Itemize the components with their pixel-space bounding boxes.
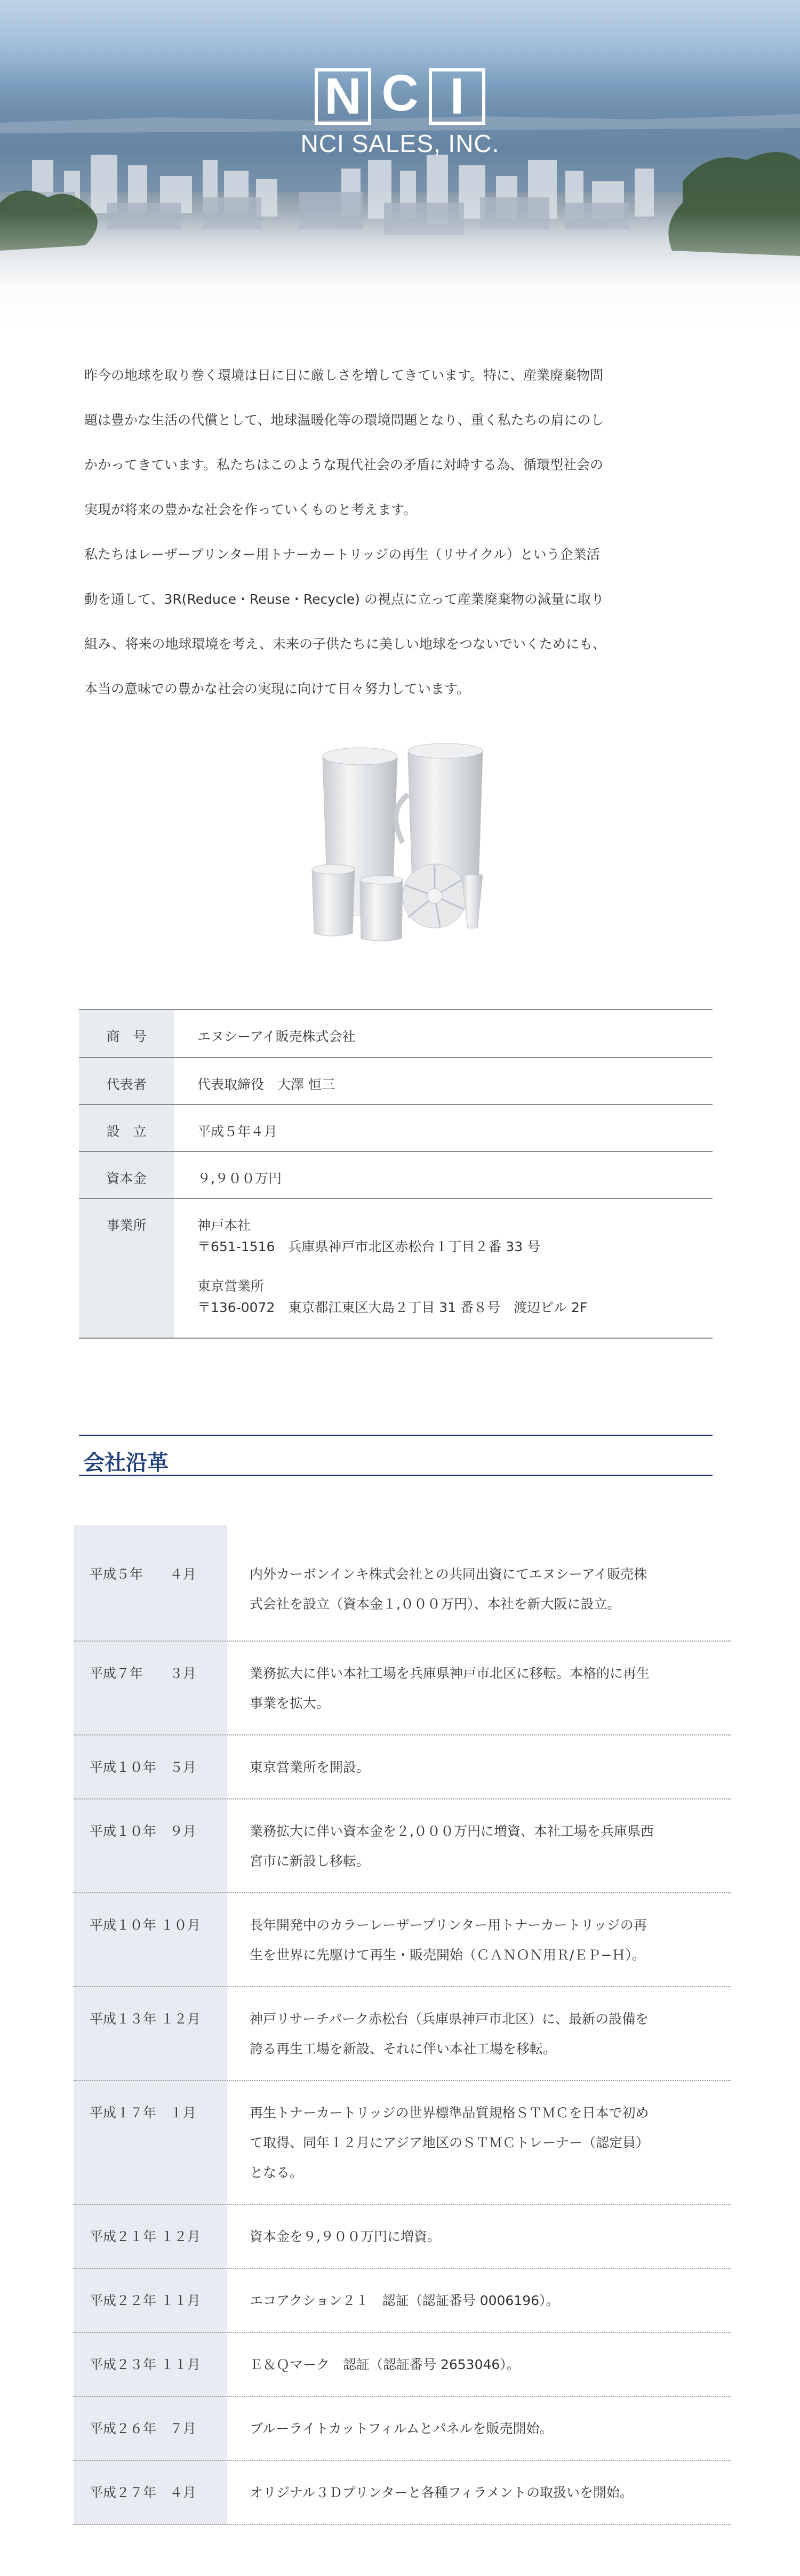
history-date: 平成１０年 ５月 xyxy=(90,1759,197,1775)
history-text-line: て取得、同年１２月にアジア地区のＳＴＭＣトレーナー（認定員） xyxy=(250,2135,650,2150)
history-date: 平成１７年 １月 xyxy=(90,2105,197,2121)
intro-line: 私たちはレーザープリンター用トナーカートリッジの再生（リサイクル）という企業活 xyxy=(84,547,600,562)
history-row xyxy=(74,2333,731,2397)
history-text xyxy=(227,1817,731,1892)
history-text xyxy=(227,2004,731,2080)
company-row xyxy=(79,1152,713,1199)
history-row xyxy=(74,2397,731,2461)
history-text-line: 宮市に新設し移転。 xyxy=(250,1853,370,1869)
history-section-header xyxy=(79,1435,713,1476)
history-title: 会社沿革 xyxy=(83,1451,169,1475)
company-value-line: エヌシーアイ販売株式会社 xyxy=(197,1029,356,1044)
logo-subtitle: NCI SALES, INC. xyxy=(300,130,500,157)
intro-line: 昨今の地球を取り巻く環境は日に日に厳しさを増してきています。特に、産業廃棄物問 xyxy=(84,367,604,383)
history-text-line: 東京営業所を開設。 xyxy=(250,1759,370,1775)
history-text-line: 式会社を設立（資本金１,０００万円）、本社を新大阪に設立。 xyxy=(250,1596,621,1612)
company-row xyxy=(79,1010,713,1058)
nci-logo[interactable] xyxy=(292,65,508,164)
company-value-line: 東京営業所 xyxy=(197,1278,265,1294)
history-text xyxy=(227,1910,731,1986)
history-date: 平成５年 ４月 xyxy=(90,1566,197,1582)
history-date: 平成２７年 ４月 xyxy=(90,2485,197,2500)
history-text xyxy=(227,1753,731,1798)
history-text-line: ブルーライトカットフィルムとパネルを販売開始。 xyxy=(250,2421,553,2436)
history-row xyxy=(74,1799,731,1893)
company-value-line: 代表取締役 大澤 恒三 xyxy=(197,1077,335,1092)
history-row xyxy=(74,1735,731,1799)
history-text-line: 業務拡大に伴い資本金を２,０００万円に増資、本社工場を兵庫県西 xyxy=(250,1823,654,1839)
history-text-line: 神戸リサーチパーク赤松台（兵庫県神戸市北区）に、最新の設備を xyxy=(250,2011,649,2027)
company-row-label: 事業所 xyxy=(79,1199,174,1265)
history-row xyxy=(74,1987,731,2081)
company-row-value xyxy=(174,1152,713,1198)
intro-line: かかってきています。私たちはこのような現代社会の矛盾に対峙する為、循環型社会の xyxy=(84,457,604,473)
history-row xyxy=(74,2269,731,2333)
company-row-value xyxy=(174,1058,713,1104)
company-row-value xyxy=(174,1265,713,1338)
company-row-label: 資本金 xyxy=(79,1152,174,1198)
company-info-table xyxy=(79,1009,713,1339)
intro-text xyxy=(84,353,719,711)
history-date: 平成１０年 ９月 xyxy=(90,1823,197,1839)
history-text xyxy=(227,2350,731,2396)
history-text-line: 再生トナーカートリッジの世界標準品質規格ＳＴＭＣを日本で初め xyxy=(250,2105,649,2121)
company-value-line: 神戸本社 xyxy=(197,1218,251,1233)
history-text xyxy=(227,2222,731,2268)
logo-letter-n: N xyxy=(315,68,371,125)
product-image xyxy=(301,736,525,949)
company-value-line: 〒136-0072 東京都江東区大島２丁目 31 番８号 渡辺ビル 2F xyxy=(197,1300,588,1315)
history-date: 平成７年 ３月 xyxy=(90,1666,197,1681)
history-row xyxy=(74,1893,731,1987)
company-value-line: 〒651-1516 兵庫県神戸市北区赤松台１丁目２番 33 号 xyxy=(197,1239,541,1254)
company-row xyxy=(79,1105,713,1152)
history-row xyxy=(74,2205,731,2269)
history-row xyxy=(74,1642,731,1735)
history-text xyxy=(227,2098,731,2204)
intro-line: 組み、将来の地球環境を考え、未来の子供たちに美しい地球をつないでいくためにも、 xyxy=(84,636,606,652)
company-row-label: 代表者 xyxy=(79,1058,174,1104)
history-text-line: 内外カーボンインキ株式会社との共同出資にてエヌシーアイ販売株 xyxy=(250,1566,647,1582)
logo-letter-c: C xyxy=(381,65,419,122)
history-text-line: 生を世界に先駆けて再生・販売開始（ＣＡＮＯＮ用Ｒ/ＥＰ−Ｈ）。 xyxy=(250,1947,645,1963)
history-date: 平成２２年 １１月 xyxy=(90,2293,201,2308)
history-text xyxy=(227,2478,731,2524)
intro-line: 実現が将来の豊かな社会を作っていくものと考えます。 xyxy=(84,502,417,517)
company-value-line: 平成５年４月 xyxy=(197,1124,278,1139)
company-row-value xyxy=(174,1199,713,1265)
intro-line: 題は豊かな生活の代償として、地球温暖化等の環境問題となり、重く私たちの肩にのし xyxy=(84,412,604,428)
history-row xyxy=(74,2461,731,2525)
history-text-line: 誇る再生工場を新設、それに伴い本社工場を移転。 xyxy=(250,2041,557,2057)
company-row-label: 商 号 xyxy=(79,1010,174,1057)
hero-banner xyxy=(0,0,800,341)
intro-line: 動を通して、3R(Reduce・Reuse・Recycle) の視点に立って産業廃棄物の減量に取り xyxy=(84,591,604,607)
history-text-line: 業務拡大に伴い本社工場を兵庫県神戸市北区に移転。本格的に再生 xyxy=(250,1666,650,1681)
intro-line: 本当の意味での豊かな社会の実現に向けて日々努力しています。 xyxy=(84,681,470,697)
history-date: 平成１０年 １０月 xyxy=(90,1917,201,1933)
company-row-label xyxy=(79,1265,174,1338)
city-skyline-image xyxy=(0,0,800,341)
logo-letter-i: I xyxy=(429,68,485,125)
history-text-line: 長年開発中のカラーレーザープリンター用トナーカートリッジの再 xyxy=(250,1917,647,1933)
history-text-line: エコアクション２１ 認証（認証番号 0006196）。 xyxy=(250,2293,559,2308)
history-date: 平成１３年 １２月 xyxy=(90,2011,201,2027)
history-row xyxy=(74,1525,731,1642)
company-row xyxy=(79,1058,713,1105)
history-text xyxy=(227,1659,731,1734)
history-text xyxy=(227,2414,731,2460)
company-row-label: 設 立 xyxy=(79,1105,174,1151)
history-text-line: となる。 xyxy=(250,2165,303,2180)
history-date: 平成２３年 １１月 xyxy=(90,2357,201,2372)
company-row-value xyxy=(174,1010,713,1057)
history-text xyxy=(227,2286,731,2332)
history-row xyxy=(74,2081,731,2205)
company-row-value xyxy=(174,1105,713,1151)
history-text xyxy=(227,1559,731,1641)
history-date: 平成２１年 １２月 xyxy=(90,2229,201,2244)
company-row xyxy=(79,1199,713,1265)
history-text-line: Ｅ＆Ｑマーク 認証（認証番号 2653046）。 xyxy=(250,2357,520,2372)
history-text-line: 資本金を９,９００万円に増資。 xyxy=(250,2229,441,2244)
company-value-line: ９,９００万円 xyxy=(197,1171,282,1186)
history-text-line: 事業を拡大。 xyxy=(250,1695,330,1711)
history-text-line: オリジナル３Ｄプリンターと各種フィラメントの取扱いを開始。 xyxy=(250,2485,634,2500)
history-date: 平成２６年 ７月 xyxy=(90,2421,197,2436)
company-row xyxy=(79,1265,713,1339)
history-table xyxy=(74,1525,731,2525)
